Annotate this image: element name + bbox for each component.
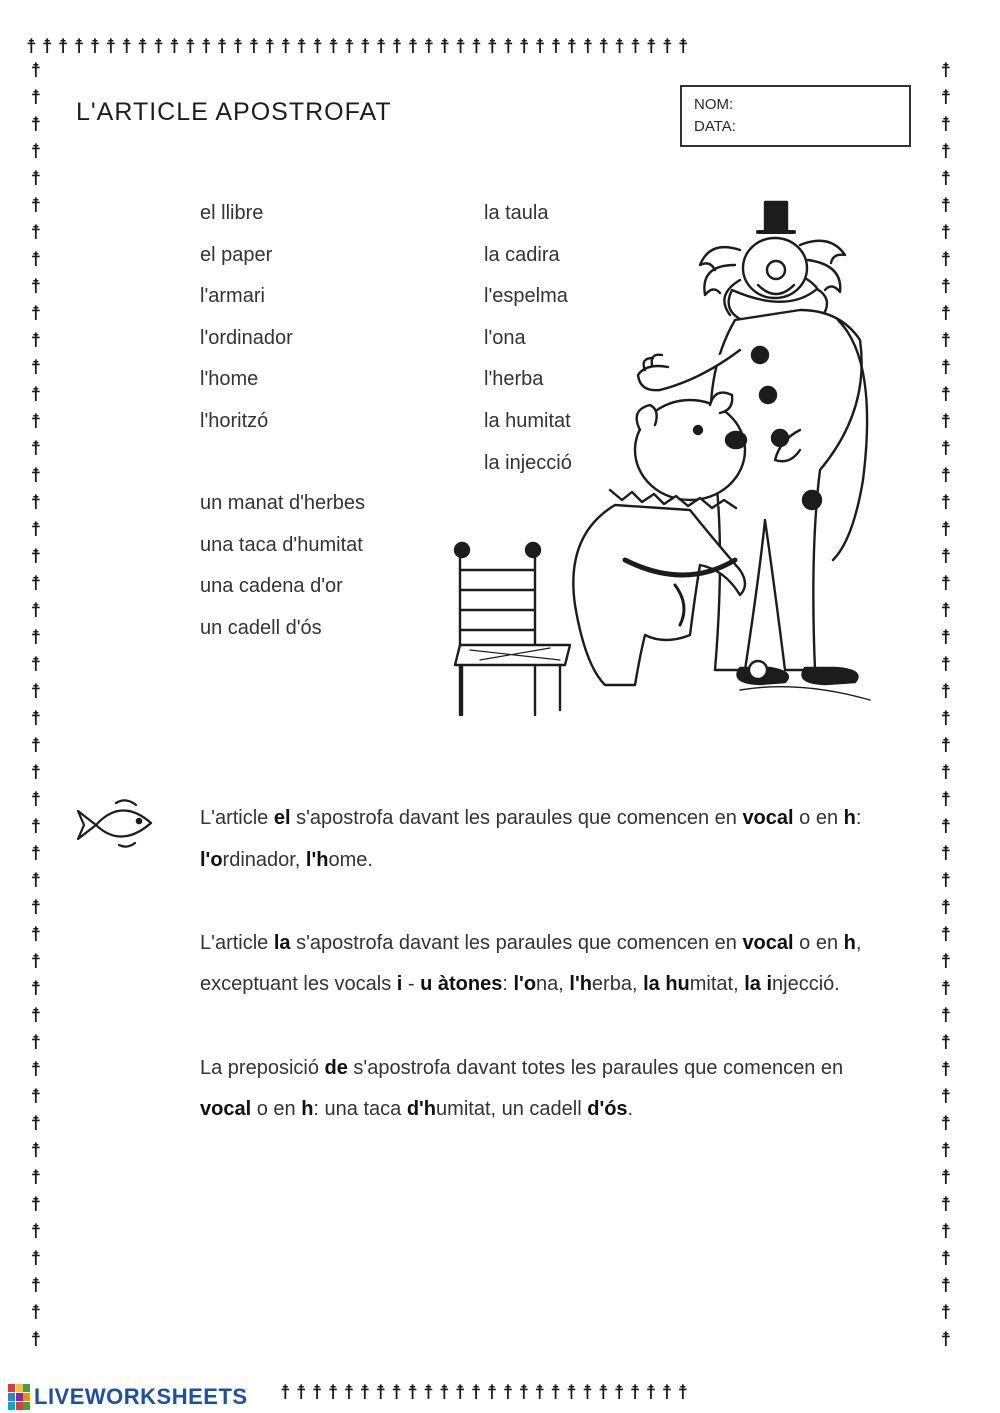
palm-tree-icon: ☨ — [30, 1300, 42, 1324]
palm-tree-icon: ☨ — [940, 1165, 952, 1189]
palm-tree-icon: ☨ — [940, 760, 952, 784]
palm-tree-icon: ☨ — [940, 355, 952, 379]
palm-tree-icon: ☨ — [30, 274, 42, 298]
palm-tree-icon: ☨ — [940, 463, 952, 487]
word-item: la cadira — [484, 243, 560, 266]
palm-tree-icon: ☨ — [30, 1057, 42, 1081]
palm-tree-icon: ☨ — [940, 382, 952, 406]
liveworksheets-logo-icon — [8, 1384, 30, 1410]
grammar-rules — [200, 798, 890, 1172]
palm-tree-icon: ☨ — [30, 1003, 42, 1027]
palm-tree-icon: ☨ — [940, 841, 952, 865]
palm-tree-icon: ☨ — [30, 1030, 42, 1054]
word-item: l'espelma — [484, 285, 568, 308]
palm-tree-icon: ☨ — [30, 733, 42, 757]
palm-tree-icon: ☨ — [30, 1165, 42, 1189]
palm-tree-icon: ☨ — [30, 436, 42, 460]
palm-tree-icon: ☨ — [30, 1138, 42, 1162]
palm-tree-icon: ☨ — [940, 1111, 952, 1135]
palm-tree-icon: ☨ — [30, 1219, 42, 1243]
palm-tree-icon: ☨ — [940, 85, 952, 109]
palm-tree-icon: ☨ — [940, 625, 952, 649]
word-item: la injecció — [484, 451, 572, 474]
word-item: l'armari — [200, 285, 265, 308]
palm-tree-icon: ☨ — [940, 571, 952, 595]
watermark-text: LIVEWORKSHEETS — [34, 1384, 248, 1409]
rule-article-la: L'article la s'apostrofa davant les paraules que comencen en vocal o en h, exceptuant les vocals i - u àtones: l'ona, l'herba, la humitat, la injecció. — [200, 931, 862, 996]
palm-tree-icon: ☨ — [30, 193, 42, 217]
phrase-item: un manat d'herbes — [200, 492, 366, 514]
palm-tree-icon: ☨ — [30, 814, 42, 838]
decorative-border-bottom: ☨☨☨☨☨☨☨☨☨☨☨☨☨☨☨☨☨☨☨☨☨☨☨☨☨☨ — [280, 1382, 694, 1404]
palm-tree-icon: ☨ — [940, 976, 952, 1000]
name-label: NOM: — [694, 96, 734, 113]
palm-tree-icon: ☨ — [30, 328, 42, 352]
palm-tree-icon: ☨ — [30, 1192, 42, 1216]
palm-tree-icon: ☨ — [940, 1246, 952, 1270]
word-item: l'herba — [484, 368, 544, 391]
palm-tree-icon: ☨ — [940, 1057, 952, 1081]
rule-preposition-de: La preposició de s'apostrofa davant totes les paraules que comencen en vocal o en h: una taca d'humitat, un cadell d'ós. — [200, 1056, 844, 1121]
palm-tree-icon: ☨ — [940, 1003, 952, 1027]
palm-tree-icon: ☨ — [940, 706, 952, 730]
palm-tree-icon: ☨ — [940, 1030, 952, 1054]
palm-tree-icon: ☨ — [30, 490, 42, 514]
palm-tree-icon: ☨ — [940, 544, 952, 568]
palm-tree-icon: ☨ — [940, 193, 952, 217]
word-item: l'ordinador — [200, 326, 293, 349]
word-item: l'ona — [484, 326, 526, 349]
palm-tree-icon: ☨ — [940, 1327, 952, 1351]
palm-tree-icon: ☨ — [30, 139, 42, 163]
palm-tree-icon: ☨ — [940, 409, 952, 433]
palm-tree-icon: ☨ — [940, 598, 952, 622]
palm-tree-icon: ☨ — [940, 1219, 952, 1243]
palm-tree-icon: ☨ — [30, 1111, 42, 1135]
palm-tree-icon: ☨ — [940, 1084, 952, 1108]
palm-tree-icon: ☨ — [940, 922, 952, 946]
palm-tree-icon: ☨ — [30, 517, 42, 541]
palm-tree-icon: ☨ — [940, 814, 952, 838]
palm-tree-icon: ☨ — [940, 301, 952, 325]
phrase-list — [200, 490, 365, 656]
palm-tree-icon: ☨ — [30, 949, 42, 973]
palm-tree-icon: ☨ — [30, 355, 42, 379]
palm-tree-icon: ☨ — [940, 787, 952, 811]
clown-and-bear-illustration — [440, 190, 910, 720]
palm-tree-icon: ☨ — [940, 652, 952, 676]
palm-tree-icon: ☨ — [30, 625, 42, 649]
palm-tree-icon: ☨ — [30, 85, 42, 109]
word-item: el llibre — [200, 202, 264, 224]
palm-tree-icon: ☨ — [940, 517, 952, 541]
palm-tree-icon: ☨ — [30, 60, 42, 82]
word-item: la taula — [484, 202, 549, 224]
palm-tree-icon: ☨ — [940, 247, 952, 271]
palm-tree-icon: ☨ — [940, 436, 952, 460]
palm-tree-icon: ☨ — [30, 841, 42, 865]
name-date-box — [680, 85, 911, 147]
rule-article-el: L'article el s'apostrofa davant les paraules que comencen en vocal o en h: l'ordinador, l'home. — [200, 807, 862, 871]
phrase-item: un cadell d'ós — [200, 616, 322, 639]
word-item: el paper — [200, 243, 273, 266]
palm-tree-icon: ☨ — [30, 544, 42, 568]
palm-tree-icon: ☨ — [30, 706, 42, 730]
decorative-border-top: ☨☨☨☨☨☨☨☨☨☨☨☨☨☨☨☨☨☨☨☨☨☨☨☨☨☨☨☨☨☨☨☨☨☨☨☨☨☨☨☨☨☨ — [26, 36, 694, 58]
word-item: l'horitzó — [200, 409, 269, 432]
palm-tree-icon: ☨ — [940, 490, 952, 514]
phrase-item: una cadena d'or — [200, 575, 343, 598]
palm-tree-icon: ☨ — [940, 112, 952, 136]
palm-tree-icon: ☨ — [30, 598, 42, 622]
palm-tree-icon: ☨ — [30, 922, 42, 946]
palm-tree-icon: ☨ — [30, 220, 42, 244]
palm-tree-icon: ☨ — [940, 1273, 952, 1297]
palm-tree-icon: ☨ — [30, 1246, 42, 1270]
palm-tree-icon: ☨ — [940, 139, 952, 163]
word-item: la humitat — [484, 409, 571, 432]
palm-tree-icon: ☨ — [30, 301, 42, 325]
palm-tree-icon: ☨ — [940, 1138, 952, 1162]
liveworksheets-watermark — [8, 1382, 254, 1412]
palm-tree-icon: ☨ — [30, 166, 42, 190]
date-label: DATA: — [694, 118, 736, 135]
word-column-left — [200, 200, 293, 450]
palm-tree-icon: ☨ — [940, 1192, 952, 1216]
palm-tree-icon: ☨ — [30, 760, 42, 784]
page-title: L'ARTICLE APOSTROFAT — [76, 98, 392, 126]
palm-tree-icon: ☨ — [940, 60, 952, 82]
palm-tree-icon: ☨ — [30, 409, 42, 433]
fish-icon — [74, 795, 158, 855]
palm-tree-icon: ☨ — [30, 1327, 42, 1351]
decorative-border-right — [934, 60, 958, 1380]
palm-tree-icon: ☨ — [30, 571, 42, 595]
palm-tree-icon: ☨ — [940, 895, 952, 919]
palm-tree-icon: ☨ — [940, 949, 952, 973]
phrase-item: una taca d'humitat — [200, 533, 363, 556]
palm-tree-icon: ☨ — [30, 895, 42, 919]
palm-tree-icon: ☨ — [30, 787, 42, 811]
palm-tree-icon: ☨ — [940, 220, 952, 244]
palm-tree-icon: ☨ — [940, 328, 952, 352]
palm-tree-icon: ☨ — [940, 868, 952, 892]
palm-tree-icon: ☨ — [30, 679, 42, 703]
palm-tree-icon: ☨ — [940, 679, 952, 703]
palm-tree-icon: ☨ — [30, 112, 42, 136]
palm-tree-icon: ☨ — [30, 1084, 42, 1108]
palm-tree-icon: ☨ — [30, 1273, 42, 1297]
word-item: l'home — [200, 368, 259, 391]
palm-tree-icon: ☨ — [940, 733, 952, 757]
palm-tree-icon: ☨ — [30, 868, 42, 892]
palm-tree-icon: ☨ — [30, 382, 42, 406]
palm-tree-icon: ☨ — [30, 463, 42, 487]
palm-tree-icon: ☨ — [940, 274, 952, 298]
palm-tree-icon: ☨ — [30, 652, 42, 676]
decorative-border-left — [24, 60, 48, 1380]
palm-tree-icon: ☨ — [940, 166, 952, 190]
palm-tree-icon: ☨ — [940, 1300, 952, 1324]
palm-tree-icon: ☨ — [30, 247, 42, 271]
palm-tree-icon: ☨ — [30, 976, 42, 1000]
